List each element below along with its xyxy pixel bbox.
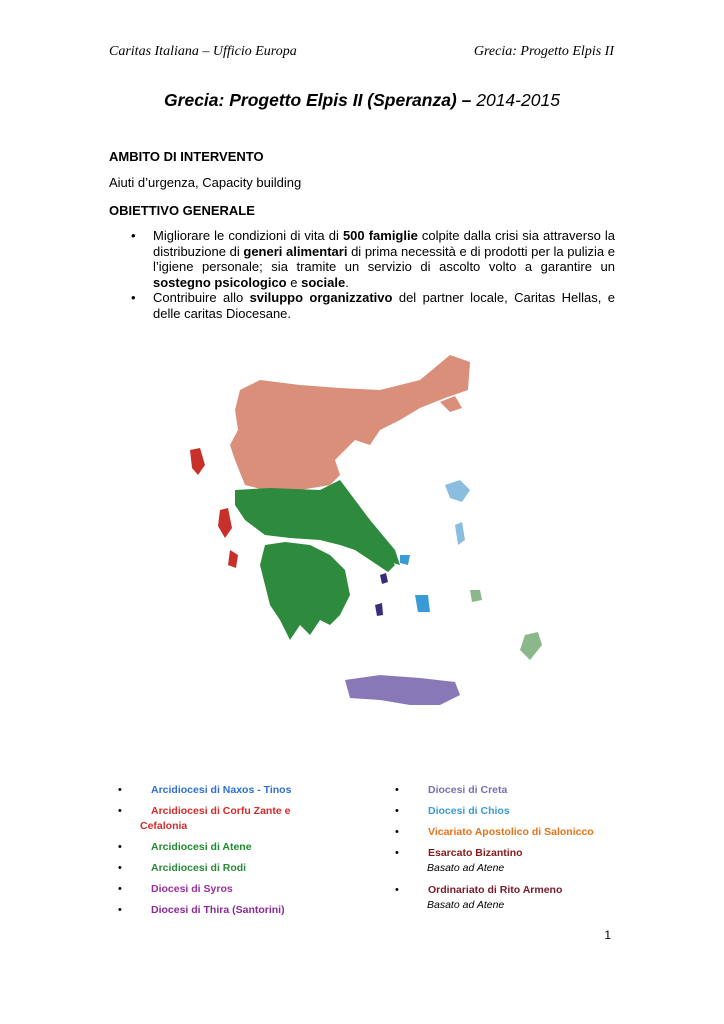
- legend-label: Arcidiocesi di Naxos - Tinos: [151, 784, 292, 796]
- legend-label: Vicariato Apostolico di Salonicco: [428, 826, 594, 838]
- obj2-bold-1: sviluppo organizzativo: [249, 290, 393, 305]
- obiettivo-heading: OBIETTIVO GENERALE: [109, 203, 255, 218]
- bullet-icon: •: [118, 883, 122, 895]
- obj1-text-1: Migliorare le condizioni di vita di: [153, 228, 343, 243]
- legend-label-continued: Cefalonia: [140, 820, 188, 832]
- legend-note: Basato ad Atene: [427, 862, 505, 874]
- legend-label: Arcidiocesi di Corfu Zante e: [151, 805, 291, 817]
- bullet-icon: •: [118, 784, 122, 796]
- legend-label: Diocesi di Syros: [151, 883, 233, 895]
- map-ionian-2: [228, 550, 238, 568]
- legend-note: Basato ad Atene: [427, 899, 505, 911]
- page-number: 1: [604, 928, 611, 942]
- map-crete: [345, 675, 460, 705]
- title-years: 2014-2015: [476, 90, 560, 110]
- header-left: Caritas Italiana – Ufficio Europa: [109, 44, 297, 59]
- map-corfu: [190, 448, 205, 475]
- legend-label: Diocesi di Chios: [428, 805, 510, 817]
- obj1-bold-2: generi alimentari: [243, 243, 348, 259]
- bullet-icon: •: [395, 784, 399, 796]
- obj1-text-4: e: [286, 274, 302, 290]
- obj1-bold-1: 500 famiglie: [342, 228, 418, 243]
- map-dodecanese-1: [470, 590, 482, 602]
- objective-1: [109, 228, 615, 290]
- obj1-bold-4: sociale: [301, 274, 346, 290]
- bullet-icon: •: [395, 826, 399, 838]
- legend-label: Arcidiocesi di Rodi: [151, 862, 247, 874]
- bullet-icon: •: [395, 884, 399, 896]
- bullet-icon: •: [118, 805, 122, 817]
- map-ionian-1: [218, 508, 232, 538]
- map-cyclades-1: [400, 555, 410, 565]
- title-main: Grecia: Progetto Elpis II (Speranza) –: [164, 90, 472, 110]
- legend-label: Diocesi di Thira (Santorini): [151, 904, 285, 916]
- bullet-icon: •: [395, 847, 399, 859]
- map-chios: [455, 522, 465, 545]
- page-title: [0, 90, 724, 111]
- obj1-text-5: .: [345, 274, 349, 290]
- map-rhodes: [520, 632, 542, 660]
- ambito-text: Aiuti d’urgenza, Capacity building: [109, 175, 302, 190]
- legend-label: Diocesi di Creta: [428, 784, 508, 796]
- legend-label: Arcidiocesi di Atene: [151, 841, 252, 853]
- map-cyclades-2: [415, 595, 430, 612]
- ambito-heading: AMBITO DI INTERVENTO: [109, 149, 264, 164]
- map-peloponnese: [260, 542, 350, 640]
- objectives-list: [109, 228, 615, 321]
- bullet-icon: •: [131, 228, 136, 243]
- bullet-icon: •: [395, 805, 399, 817]
- map-north-region: [230, 355, 470, 490]
- legend-label: Ordinariato di Rito Armeno: [428, 884, 563, 896]
- bullet-icon: •: [118, 904, 122, 916]
- bullet-icon: •: [131, 290, 136, 305]
- obj2-text-2: del partner locale, Caritas Hellas, e delle caritas Diocesane.: [153, 290, 615, 321]
- map-syros-2: [375, 603, 383, 616]
- header-right: Grecia: Progetto Elpis II: [473, 44, 614, 59]
- bullet-icon: •: [118, 862, 122, 874]
- greece-map: [170, 350, 560, 740]
- obj1-text-3: di prima necessità e di prodotti per la pulizia e l’igiene personale; sia tramite un servizio di ascolto volto a garantire un: [153, 243, 615, 274]
- legend-label: Esarcato Bizantino: [428, 847, 523, 859]
- obj1-text-2: colpite dalla crisi sia attraverso la distribuzione di: [153, 228, 615, 259]
- bullet-icon: •: [118, 841, 122, 853]
- map-lesvos: [445, 480, 470, 502]
- map-syros: [380, 573, 388, 584]
- obj2-text-1: Contribuire allo: [153, 290, 250, 305]
- objective-2: [109, 290, 615, 321]
- obj1-bold-3: sostegno psicologico: [153, 274, 287, 290]
